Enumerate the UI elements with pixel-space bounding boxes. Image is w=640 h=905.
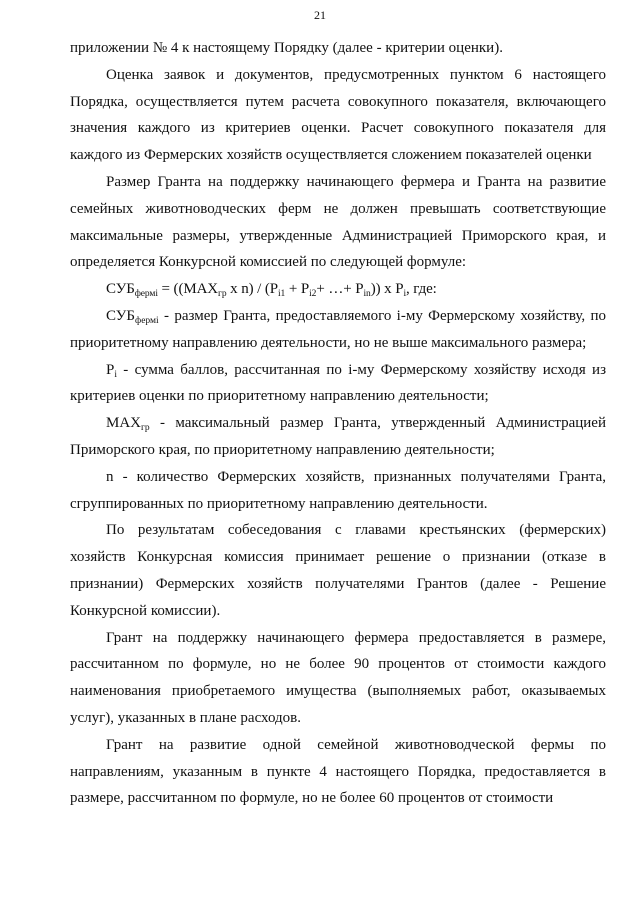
paragraph-grant-family-farm: Грант на развитие одной семейной животноводческой фермы по направлениям, указанным в пункте 4 настоящего Порядка, предоставляется в размере, рассчитанном по формуле, но не более 60 процентов от стоимости (70, 736, 606, 807)
paragraph-grant-size: Размер Гранта на поддержку начинающего фермера и Гранта на развитие семейных животноводческих ферм не должен превышать соответствующие максимальные размеры, утвержденные Администрацией Приморского края, и определяется Конкурсной комиссией по следующей формуле: (70, 173, 606, 271)
definition-n: n - количество Фермерских хозяйств, признанных получателями Гранта, сгруппированных по приоритетному направлению деятельности. (70, 468, 606, 512)
definition-p-text: - сумма баллов, рассчитанная по i-му Фермерскому хозяйству исходя из критериев оценки по приоритетному направлению деятельности; (70, 361, 606, 405)
paragraph-evaluation: Оценка заявок и документов, предусмотренных пунктом 6 настоящего Порядка, осуществляется путем расчета совокупного показателя, включающего значения каждого из критериев оценки. Расчет совокупного показателя для каждого из Фермерских хозяйств осуществляется сложением показателей оценки (70, 66, 606, 164)
formula-pn-index: in (363, 289, 371, 300)
paragraph-interview: По результатам собеседования с главами крестьянских (фермерских) хозяйств Конкурсная комиссия принимает решение о признании (отказе в признании) Фермерских хозяйств получателями Грантов (далее - Решение Конкурсной комиссии). (70, 522, 606, 619)
formula-p2-index: i2 (309, 289, 317, 300)
formula-part-d: + …+ P (316, 281, 364, 298)
formula-part-f: , где: (405, 281, 437, 298)
definition-max (70, 410, 606, 464)
definition-sub-text: - размер Гранта, предоставляемого i-му Фермерскому хозяйству, по приоритетному направлению деятельности, но не выше максимального размера; (70, 307, 606, 351)
definition-p-label: P (106, 361, 115, 378)
formula-part-e: )) х P (370, 281, 404, 298)
definition-p (70, 357, 606, 411)
definition-sub-label: СУБ (106, 307, 136, 324)
formula-part-c: + P (285, 281, 310, 298)
definition-p-index: i (114, 369, 117, 380)
formula-sub-label: СУБ (106, 281, 135, 298)
definition-sub-index: фермi (135, 315, 159, 326)
formula-max-index: гр (218, 289, 227, 300)
paragraph-criteria-ref: приложении № 4 к настоящему Порядку (далее - критерии оценки). (70, 40, 503, 56)
document-body (70, 35, 606, 812)
definition-max-text: - максимальный размер Гранта, утвержденный Администрацией Приморского края, по приоритетному направлению деятельности; (70, 415, 606, 458)
formula-line (70, 276, 606, 303)
formula-sub-index: фермi (134, 289, 158, 300)
formula-p1-index: i1 (278, 289, 286, 300)
formula-pi-index: i (403, 289, 406, 300)
definition-max-label: МАХ (106, 415, 142, 432)
definition-sub (70, 303, 606, 357)
formula-part-b: х n) / (P (226, 281, 279, 298)
definition-max-index: гр (141, 423, 150, 434)
page-number: 21 (314, 8, 326, 22)
formula-part-a: = ((МАХ (157, 281, 219, 298)
paragraph-grant-beginning-farmer: Грант на поддержку начинающего фермера предоставляется в размере, рассчитанном по формуле, но не более 90 процентов от стоимости каждого наименования приобретаемого имущества (выполняемых работ, оказываемых услуг), указанных в плане расходов. (70, 629, 606, 726)
